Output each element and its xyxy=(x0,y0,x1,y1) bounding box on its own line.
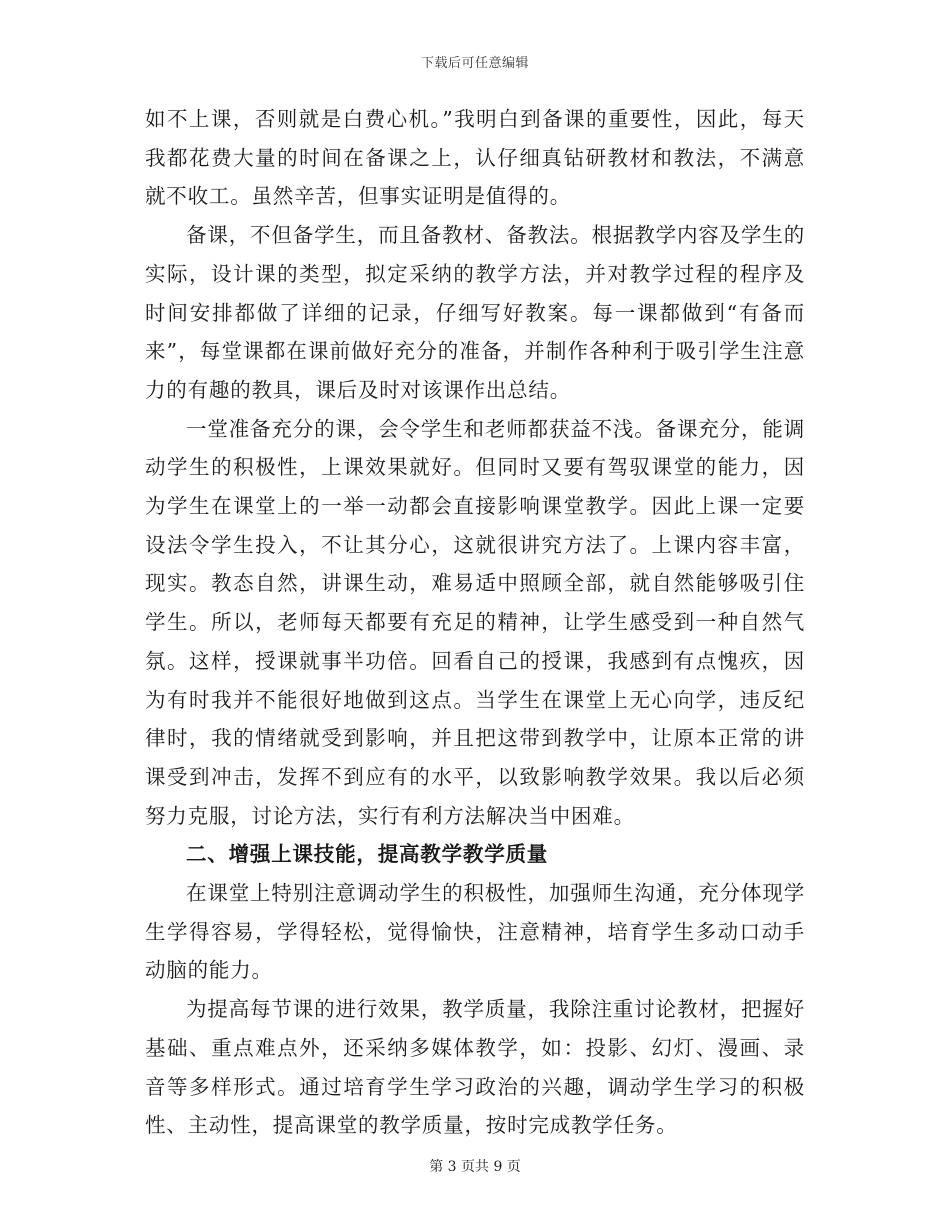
page-header: 下载后可任意编辑 xyxy=(420,56,529,71)
page-footer: 第 3 页共 9 页 xyxy=(429,1159,521,1175)
paragraph-5: 为提高每节课的进行效果，教学质量，我除注重讨论教材，把握好基础、重点难点外，还采纳多媒体教学，如：投影、幻灯、漫画、录音等多样形式。通过培育学生学习政治的兴趣，调动学生学习的积极性、主动性，提高课堂的教学质量，按时完成教学任务。 xyxy=(145,997,805,1138)
paragraph-3: 一堂准备充分的课，会令学生和老师都获益不浅。备课充分，能调动学生的积极性，上课效果就好。但同时又要有驾驭课堂的能力，因为学生在课堂上的一举一动都会直接影响课堂教学。因此上课一定要设法令学生投入，不让其分心，这就很讲究方法了。上课内容丰富，现实。教态自然，讲课生动，难易适中照顾全部，就自然能够吸引住学生。所以，老师每天都要有充足的精神，让学生感受到一种自然气氛。这样，授课就事半功倍。回看自己的授课，我感到有点愧疚，因为有时我并不能很好地做到这点。当学生在课堂上无心向学，违反纪律时，我的情绪就受到影响，并且把这带到教学中，让原本正常的讲课受到冲击，发挥不到应有的水平，以致影响教学效果。我以后必须努力克服，讨论方法，实行有利方法解决当中困难。 xyxy=(145,416,805,828)
document-body xyxy=(145,100,805,1145)
section-heading: 二、增强上课技能，提高教学教学质量 xyxy=(186,842,549,867)
paragraph-2: 备课，不但备学生，而且备教材、备教法。根据教学内容及学生的实际，设计课的类型，拟定采纳的教学方法，并对教学过程的程序及时间安排都做了详细的记录，仔细写好教案。每一课都做到“有备而来”，每堂课都在课前做好充分的准备，并制作各种利于吸引学生注意力的有趣的教具，课后及时对该课作出总结。 xyxy=(145,223,805,402)
paragraph-1: 如不上课，否则就是白费心机。”我明白到备课的重要性，因此，每天我都花费大量的时间在备课之上，认仔细真钻研教材和教法，不满意就不收工。虽然辛苦，但事实证明是值得的。 xyxy=(145,107,805,209)
paragraph-4: 在课堂上特别注意调动学生的积极性，加强师生沟通，充分体现学生学得容易，学得轻松，觉得愉快，注意精神，培育学生多动口动手动脑的能力。 xyxy=(145,881,805,983)
